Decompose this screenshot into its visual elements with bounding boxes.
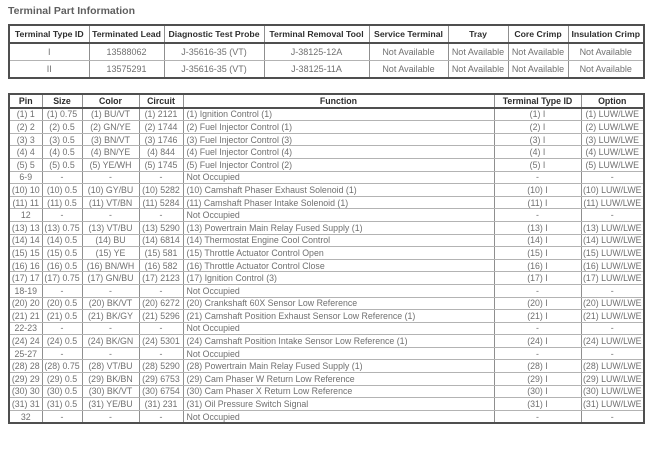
table-cell: (11) 11 [9,196,42,209]
table-cell: (20) I [494,297,581,310]
table-cell: (31) LUW/LWE [581,398,644,411]
table-cell: (21) 0.5 [42,310,82,323]
column-header: Insulation Crimp [568,25,644,43]
column-header: Pin [9,94,42,108]
table-row [9,373,644,386]
table-cell: - [494,322,581,335]
table-row [9,297,644,310]
table-row [9,410,644,423]
table-cell: (2) GN/YE [82,121,139,134]
table-cell: - [139,171,183,184]
table-row [9,247,644,260]
table-cell: (4) BN/YE [82,146,139,159]
table-cell: - [42,209,82,222]
table-cell: Not Available [369,61,448,79]
table-cell: - [82,284,139,297]
column-header: Core Crimp [508,25,568,43]
table-cell: (16) 0.5 [42,259,82,272]
table-row [9,272,644,285]
table-cell: (1) 2121 [139,108,183,121]
table-cell: (15) YE [82,247,139,260]
table-cell: (16) I [494,259,581,272]
table-row [9,284,644,297]
table-cell: Not Available [448,43,508,61]
table-cell: (2) Fuel Injector Control (1) [183,121,494,134]
column-header: Service Terminal [369,25,448,43]
table-cell: 12 [9,209,42,222]
table-cell: (15) 0.5 [42,247,82,260]
table-cell: (10) 10 [9,184,42,197]
table-cell: (14) LUW/LWE [581,234,644,247]
table-cell: - [581,171,644,184]
table-cell: - [139,410,183,423]
table-cell: 13575291 [89,61,164,79]
table-cell: (1) BU/VT [82,108,139,121]
table-row [9,184,644,197]
table-cell: (28) 28 [9,360,42,373]
table-cell: (20) 6272 [139,297,183,310]
table-cell: - [139,284,183,297]
table-row [9,158,644,171]
table-row [9,310,644,323]
table-cell: (15) LUW/LWE [581,247,644,260]
table-cell: (29) BK/BN [82,373,139,386]
table-cell: - [42,171,82,184]
table-cell: J-35616-35 (VT) [164,61,264,79]
table-row [9,133,644,146]
column-header: Size [42,94,82,108]
table-cell: (28) 5290 [139,360,183,373]
table-cell: (16) 16 [9,259,42,272]
table-cell: (20) BK/VT [82,297,139,310]
table-cell: (1) Ignition Control (1) [183,108,494,121]
table-cell: Not Available [508,43,568,61]
table-cell: (28) Powertrain Main Relay Fused Supply (1) [183,360,494,373]
table-cell: (3) Fuel Injector Control (3) [183,133,494,146]
table-cell: (1) 1 [9,108,42,121]
table-cell: - [581,410,644,423]
table-cell: (20) 20 [9,297,42,310]
table-cell: (15) 15 [9,247,42,260]
table-cell: (10) Camshaft Phaser Exhaust Solenoid (1) [183,184,494,197]
table-row [9,259,644,272]
pin-function-table [8,93,645,424]
table-cell: - [42,322,82,335]
table-cell: - [42,347,82,360]
table-cell: (28) I [494,360,581,373]
table-cell: 13588062 [89,43,164,61]
table-cell: (3) BN/VT [82,133,139,146]
table-cell: (13) VT/BU [82,221,139,234]
table-cell: (11) I [494,196,581,209]
table-cell: (16) BN/WH [82,259,139,272]
table-cell: - [82,171,139,184]
table-cell: (17) LUW/LWE [581,272,644,285]
table-cell: (10) 5282 [139,184,183,197]
table-cell: (31) YE/BU [82,398,139,411]
table-cell: - [82,322,139,335]
table-cell: (28) 0.75 [42,360,82,373]
table-cell: Not Available [369,43,448,61]
table-cell: (21) I [494,310,581,323]
table-row [9,234,644,247]
table-cell: (1) LUW/LWE [581,108,644,121]
table-cell: 25-27 [9,347,42,360]
table-cell: (28) LUW/LWE [581,360,644,373]
table-cell: (24) I [494,335,581,348]
table-cell: (2) 1744 [139,121,183,134]
table-cell: (20) Crankshaft 60X Sensor Low Reference [183,297,494,310]
table-cell: (4) 4 [9,146,42,159]
table-cell: 6-9 [9,171,42,184]
table-cell: (13) LUW/LWE [581,221,644,234]
table-cell: - [82,347,139,360]
table-cell: (29) 0.5 [42,373,82,386]
table-row [9,322,644,335]
column-header: Color [82,94,139,108]
table-cell: (3) I [494,133,581,146]
table-row [9,209,644,222]
table-row [9,221,644,234]
table-cell: (20) 0.5 [42,297,82,310]
table-cell: (5) YE/WH [82,158,139,171]
table-cell: (5) 1745 [139,158,183,171]
table-cell: (24) 5301 [139,335,183,348]
table-cell: (15) 581 [139,247,183,260]
table-cell: (31) 231 [139,398,183,411]
table-cell: (30) I [494,385,581,398]
table-cell: (17) 0.75 [42,272,82,285]
table-cell: (21) 21 [9,310,42,323]
column-header: Tray [448,25,508,43]
table-cell: (11) Camshaft Phaser Intake Solenoid (1) [183,196,494,209]
table-cell: (31) I [494,398,581,411]
table-cell: (30) 0.5 [42,385,82,398]
table-cell: (13) 13 [9,221,42,234]
table-cell: Not Available [448,61,508,79]
table-cell: - [581,209,644,222]
table-cell: (17) Ignition Control (3) [183,272,494,285]
table-cell: (30) Cam Phaser X Return Low Reference [183,385,494,398]
table-cell: - [82,410,139,423]
table-cell: (10) GY/BU [82,184,139,197]
table-cell: - [494,347,581,360]
table-row [9,43,644,61]
table-row [9,121,644,134]
table-cell: (13) I [494,221,581,234]
table-cell: - [42,284,82,297]
column-header: Option [581,94,644,108]
table-cell: (15) Throttle Actuator Control Open [183,247,494,260]
table-cell: (3) LUW/LWE [581,133,644,146]
table-cell: (21) BK/GY [82,310,139,323]
table-cell: - [139,347,183,360]
terminal-part-table [8,24,645,79]
table-cell: (4) 0.5 [42,146,82,159]
table-cell: (24) LUW/LWE [581,335,644,348]
table-cell: (2) I [494,121,581,134]
table-cell: - [139,322,183,335]
table-cell: (17) I [494,272,581,285]
table-cell: (1) I [494,108,581,121]
table-cell: Not Occupied [183,284,494,297]
table-cell: (14) 14 [9,234,42,247]
table-cell: (21) 5296 [139,310,183,323]
table-cell: (5) I [494,158,581,171]
column-header: Terminated Lead [89,25,164,43]
table-body [9,43,644,78]
table-cell: (11) LUW/LWE [581,196,644,209]
table-cell: (17) 17 [9,272,42,285]
table-cell: (14) 0.5 [42,234,82,247]
table-body [9,108,644,424]
table-cell: (29) 6753 [139,373,183,386]
table-cell: (14) I [494,234,581,247]
table-cell: Not Available [568,61,644,79]
table-cell: (20) LUW/LWE [581,297,644,310]
table-cell: 18-19 [9,284,42,297]
table-cell: J-38125-12A [264,43,369,61]
table-cell: I [9,43,89,61]
table-cell: (10) I [494,184,581,197]
table-cell: (3) 3 [9,133,42,146]
table-cell: - [494,410,581,423]
table-cell: (4) 844 [139,146,183,159]
table-head [9,25,644,43]
table-cell: 22-23 [9,322,42,335]
table-cell: (2) 0.5 [42,121,82,134]
table-cell: (3) 1746 [139,133,183,146]
table-cell: (5) 5 [9,158,42,171]
table-cell: - [581,284,644,297]
table-cell: (16) Throttle Actuator Control Close [183,259,494,272]
table-cell: Not Occupied [183,209,494,222]
table-cell: (21) Camshaft Position Exhaust Sensor Low Reference (1) [183,310,494,323]
column-header: Diagnostic Test Probe [164,25,264,43]
table-cell: (14) BU [82,234,139,247]
table-cell: (13) 5290 [139,221,183,234]
table-cell: (13) Powertrain Main Relay Fused Supply (1) [183,221,494,234]
table-cell: (5) 0.5 [42,158,82,171]
table-head [9,94,644,108]
column-header: Terminal Removal Tool [264,25,369,43]
table-cell: (24) BK/GN [82,335,139,348]
table-cell: (17) GN/BU [82,272,139,285]
table-cell: (11) VT/BN [82,196,139,209]
table-cell: (29) 29 [9,373,42,386]
table-cell: (5) Fuel Injector Control (2) [183,158,494,171]
table-row [9,335,644,348]
table-cell: - [42,410,82,423]
column-header: Function [183,94,494,108]
table-cell: (21) LUW/LWE [581,310,644,323]
table-row [9,108,644,121]
table-cell: (10) LUW/LWE [581,184,644,197]
table-cell: (24) 0.5 [42,335,82,348]
table-cell: (17) 2123 [139,272,183,285]
table-cell: (15) I [494,247,581,260]
table-row [9,171,644,184]
column-header: Terminal Type ID [9,25,89,43]
table-cell: Not Occupied [183,171,494,184]
table-cell: II [9,61,89,79]
table-cell: (3) 0.5 [42,133,82,146]
table-row [9,146,644,159]
table-cell: (29) LUW/LWE [581,373,644,386]
table-row [9,196,644,209]
table-cell: (16) LUW/LWE [581,259,644,272]
table-cell: (28) VT/BU [82,360,139,373]
table-row [9,385,644,398]
table-cell: (24) Camshaft Position Intake Sensor Low Reference (1) [183,335,494,348]
table-cell: - [494,171,581,184]
table-cell: - [139,209,183,222]
header-row [9,94,644,108]
header-row [9,25,644,43]
table-cell: Not Available [568,43,644,61]
table-cell: (24) 24 [9,335,42,348]
table-cell: Not Available [508,61,568,79]
table-cell: (10) 0.5 [42,184,82,197]
table-cell: (2) LUW/LWE [581,121,644,134]
table-cell: (30) BK/VT [82,385,139,398]
column-header: Circuit [139,94,183,108]
table-cell: (14) 6814 [139,234,183,247]
table-cell: (4) I [494,146,581,159]
table-cell: (5) LUW/LWE [581,158,644,171]
table-cell: (31) Oil Pressure Switch Signal [183,398,494,411]
table-cell: 32 [9,410,42,423]
table-cell: (30) LUW/LWE [581,385,644,398]
table-row [9,360,644,373]
table-row [9,347,644,360]
table-row [9,61,644,79]
table-cell: (13) 0.75 [42,221,82,234]
table-cell: (4) LUW/LWE [581,146,644,159]
table-cell: J-35616-35 (VT) [164,43,264,61]
table-cell: (14) Thermostat Engine Cool Control [183,234,494,247]
table-cell: (30) 6754 [139,385,183,398]
table-cell: (30) 30 [9,385,42,398]
table-cell: - [581,347,644,360]
table-cell: Not Occupied [183,410,494,423]
table-cell: - [581,322,644,335]
table-cell: (11) 5284 [139,196,183,209]
table-cell: (2) 2 [9,121,42,134]
page-title: Terminal Part Information [8,5,135,17]
table-cell: J-38125-11A [264,61,369,79]
table-cell: (29) I [494,373,581,386]
table-cell: - [494,209,581,222]
table-row [9,398,644,411]
table-cell: (31) 0.5 [42,398,82,411]
table-cell: (29) Cam Phaser W Return Low Reference [183,373,494,386]
table-cell: (31) 31 [9,398,42,411]
table-cell: - [82,209,139,222]
table-cell: Not Occupied [183,322,494,335]
table-cell: (4) Fuel Injector Control (4) [183,146,494,159]
column-header: Terminal Type ID [494,94,581,108]
table-cell: (16) 582 [139,259,183,272]
table-cell: Not Occupied [183,347,494,360]
table-cell: (11) 0.5 [42,196,82,209]
table-cell: - [494,284,581,297]
table-cell: (1) 0.75 [42,108,82,121]
